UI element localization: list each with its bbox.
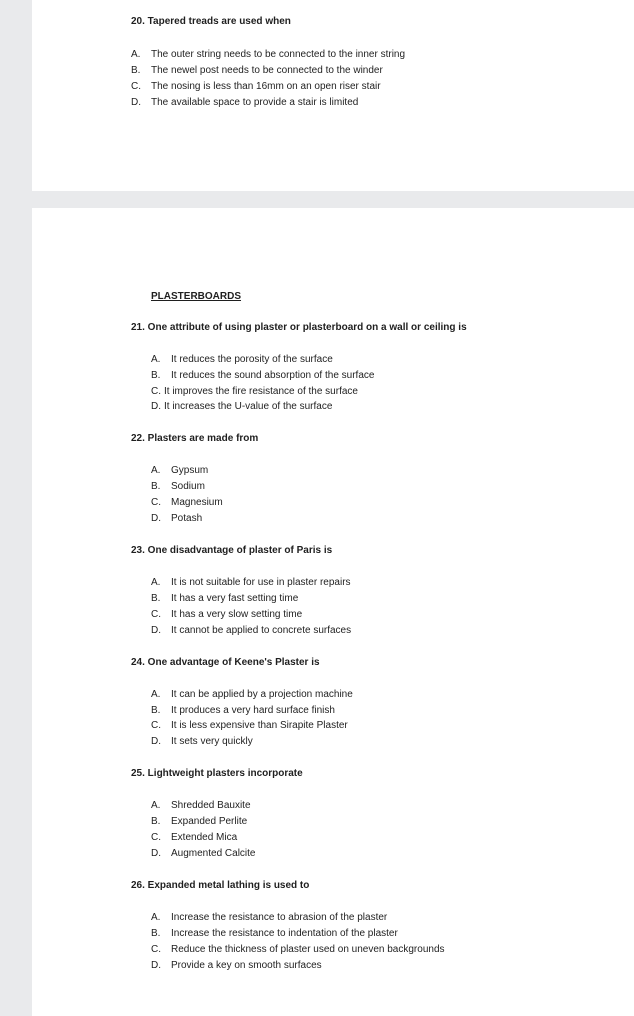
question-22-option-b bbox=[151, 481, 205, 493]
option-letter: C. bbox=[131, 81, 141, 92]
question-22-option-c bbox=[151, 497, 223, 509]
question-25-title: 25. Lightweight plasters incorporate bbox=[131, 768, 303, 779]
option-text: It has a very slow setting time bbox=[171, 609, 303, 620]
option-letter: C. bbox=[151, 497, 161, 508]
option-letter: D. bbox=[151, 513, 161, 524]
option-text: It increases the U-value of the surface bbox=[164, 401, 333, 412]
option-text: It can be applied by a projection machine bbox=[171, 689, 353, 700]
section-heading: PLASTERBOARDS bbox=[151, 291, 242, 302]
option-letter: C. bbox=[151, 832, 161, 843]
question-21-option-c bbox=[151, 386, 358, 398]
option-text: The available space to provide a stair is limited bbox=[151, 97, 359, 108]
option-text: Potash bbox=[171, 513, 203, 524]
option-letter: A. bbox=[151, 800, 161, 811]
option-letter: B. bbox=[151, 816, 161, 827]
option-letter: B. bbox=[151, 928, 161, 939]
option-text: It cannot be applied to concrete surfaces bbox=[171, 625, 352, 636]
question-25-option-d bbox=[151, 848, 256, 860]
question-21-option-d bbox=[151, 401, 332, 413]
option-text: It has a very fast setting time bbox=[171, 593, 299, 604]
question-21-option-b bbox=[151, 370, 374, 382]
question-25-option-a bbox=[151, 800, 251, 812]
question-26-option-d bbox=[151, 960, 322, 972]
option-text: The outer string needs to be connected to the inner string bbox=[151, 49, 406, 60]
option-letter: D. bbox=[131, 97, 141, 108]
question-24-option-d bbox=[151, 736, 253, 748]
question-22-option-a bbox=[151, 465, 208, 477]
option-letter: B. bbox=[151, 481, 161, 492]
question-22-option-d bbox=[151, 513, 202, 525]
option-letter: A. bbox=[151, 689, 161, 700]
option-letter: B. bbox=[151, 593, 161, 604]
question-22-title: 22. Plasters are made from bbox=[131, 433, 259, 444]
option-text: Increase the resistance to abrasion of the plaster bbox=[171, 912, 388, 923]
option-letter: D. bbox=[151, 960, 161, 971]
question-23-option-b bbox=[151, 593, 298, 605]
option-letter: A. bbox=[131, 49, 141, 60]
option-text: Gypsum bbox=[171, 465, 209, 476]
option-letter: C. bbox=[151, 386, 161, 397]
option-text: Augmented Calcite bbox=[171, 848, 256, 859]
option-text: It is less expensive than Sirapite Plaster bbox=[171, 720, 348, 731]
question-23-title: 23. One disadvantage of plaster of Paris is bbox=[131, 545, 333, 556]
option-letter: B. bbox=[151, 705, 161, 716]
option-letter: C. bbox=[151, 720, 161, 731]
option-text: Provide a key on smooth surfaces bbox=[171, 960, 322, 971]
option-text: Increase the resistance to indentation of the plaster bbox=[171, 928, 398, 939]
question-20-option-b bbox=[131, 65, 383, 77]
option-letter: C. bbox=[151, 944, 161, 955]
option-text: It is not suitable for use in plaster repairs bbox=[171, 577, 351, 588]
option-text: It produces a very hard surface finish bbox=[171, 705, 335, 716]
document-page-1 bbox=[32, 0, 634, 191]
option-letter: C. bbox=[151, 609, 161, 620]
question-26-option-c bbox=[151, 944, 445, 956]
option-text: The newel post needs to be connected to the winder bbox=[151, 65, 383, 76]
question-26-option-b bbox=[151, 928, 398, 940]
option-text: It sets very quickly bbox=[171, 736, 253, 747]
option-text: Expanded Perlite bbox=[171, 816, 248, 827]
option-text: It reduces the sound absorption of the surface bbox=[171, 370, 375, 381]
option-letter: A. bbox=[151, 354, 161, 365]
option-letter: D. bbox=[151, 401, 161, 412]
option-letter: D. bbox=[151, 736, 161, 747]
question-26-title: 26. Expanded metal lathing is used to bbox=[131, 880, 310, 891]
option-letter: D. bbox=[151, 625, 161, 636]
question-23-option-d bbox=[151, 625, 351, 637]
question-24-option-a bbox=[151, 689, 353, 701]
question-20-option-c bbox=[131, 81, 381, 93]
option-letter: A. bbox=[151, 465, 161, 476]
option-letter: B. bbox=[151, 370, 161, 381]
option-letter: D. bbox=[151, 848, 161, 859]
question-23-option-a bbox=[151, 577, 351, 589]
question-21-option-a bbox=[151, 354, 333, 366]
option-text: Shredded Bauxite bbox=[171, 800, 251, 811]
option-letter: A. bbox=[151, 912, 161, 923]
question-24-option-b bbox=[151, 705, 335, 717]
document-page-2 bbox=[32, 208, 634, 1016]
question-20-option-a bbox=[131, 49, 405, 61]
option-text: It improves the fire resistance of the surface bbox=[164, 386, 358, 397]
option-text: The nosing is less than 16mm on an open riser stair bbox=[151, 81, 381, 92]
option-letter: A. bbox=[151, 577, 161, 588]
question-24-title: 24. One advantage of Keene's Plaster is bbox=[131, 657, 320, 668]
question-20-option-d bbox=[131, 97, 358, 109]
question-24-option-c bbox=[151, 720, 348, 732]
question-23-option-c bbox=[151, 609, 302, 621]
question-25-option-c bbox=[151, 832, 237, 844]
option-text: Magnesium bbox=[171, 497, 223, 508]
option-text: Sodium bbox=[171, 481, 205, 492]
question-26-option-a bbox=[151, 912, 387, 924]
question-25-option-b bbox=[151, 816, 247, 828]
option-text: It reduces the porosity of the surface bbox=[171, 354, 333, 365]
question-21-title: 21. One attribute of using plaster or plasterboard on a wall or ceiling is bbox=[131, 322, 467, 333]
option-text: Reduce the thickness of plaster used on uneven backgrounds bbox=[171, 944, 445, 955]
question-20-title: 20. Tapered treads are used when bbox=[131, 16, 291, 27]
option-letter: B. bbox=[131, 65, 141, 76]
option-text: Extended Mica bbox=[171, 832, 238, 843]
